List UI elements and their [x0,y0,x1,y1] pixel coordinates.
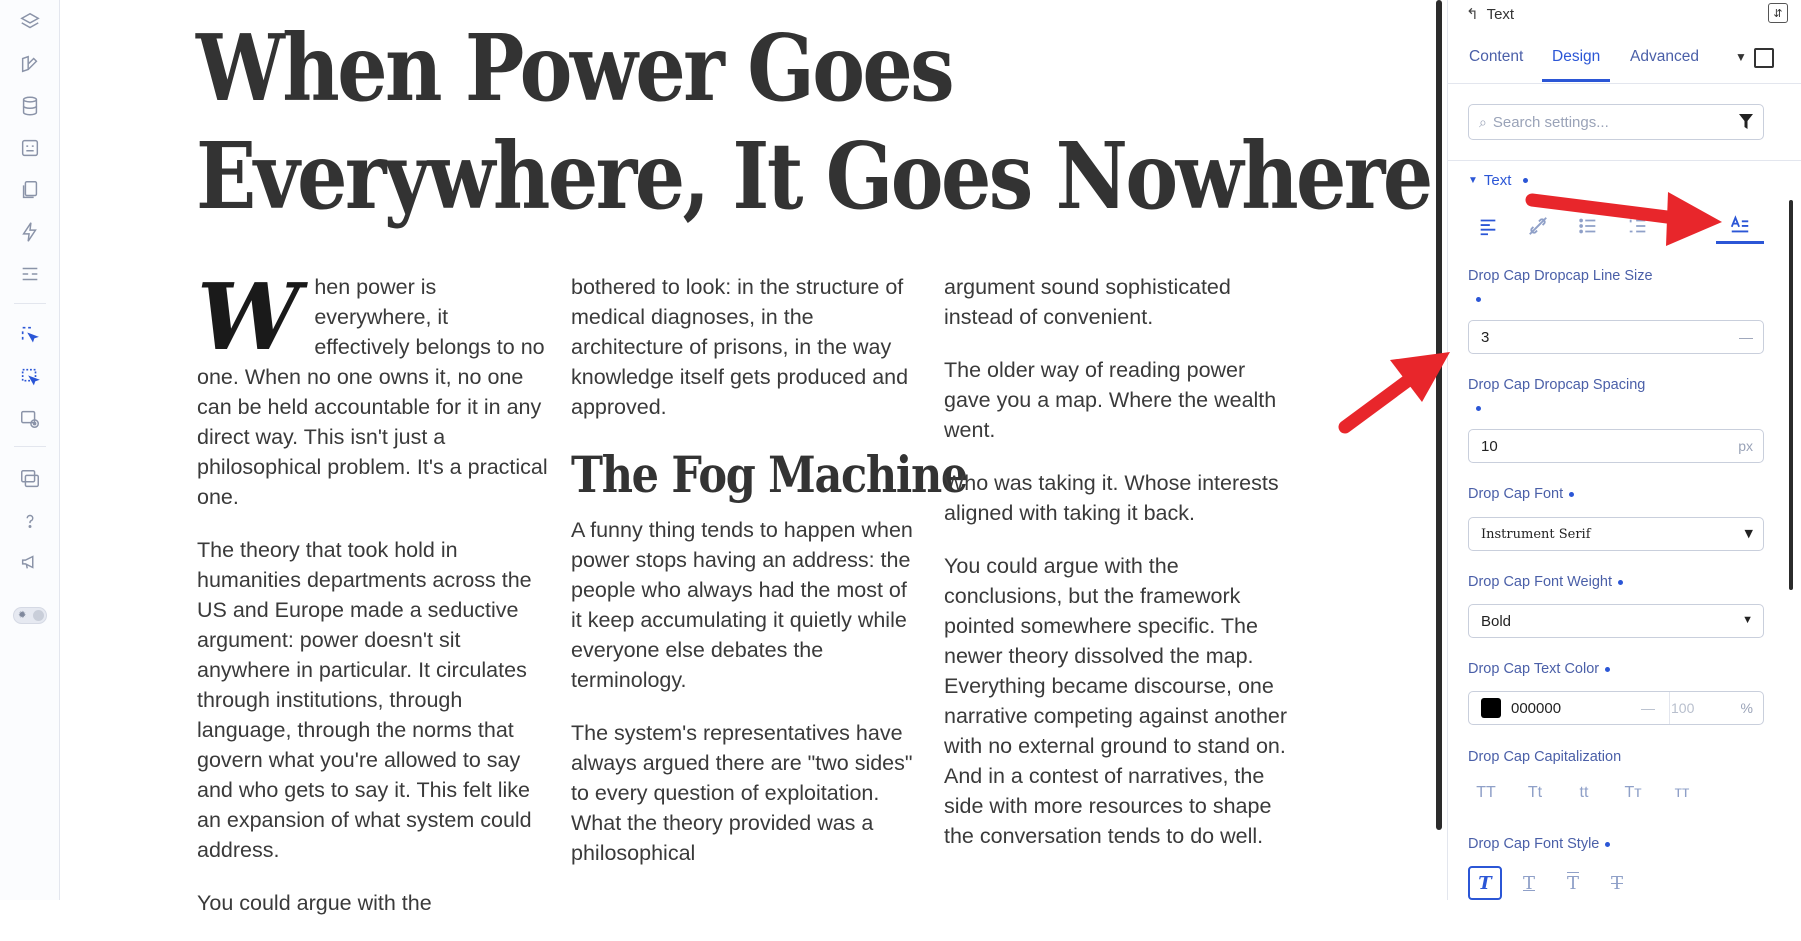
chevron-down-icon: ▼ [1744,527,1753,540]
align-left-icon[interactable] [1468,208,1508,244]
section-title: Text [1483,172,1512,189]
text-color-input[interactable] [1468,691,1764,725]
paragraph: bothered to look: in the structure of medical diagnoses, in the architecture of prisons, in the way knowledge itself gets produced and approved. [571,275,909,419]
theme-toggle[interactable] [13,607,47,624]
tab-content[interactable]: Content [1469,48,1524,65]
megaphone-icon[interactable] [19,551,41,573]
article-column-3[interactable] [944,272,1296,874]
toggle-knob [33,610,44,621]
color-label: Drop Cap Text Color [1468,661,1610,677]
paragraph: Who was taking it. Whose interests aligned with taking it back. [944,471,1279,525]
rail-divider [14,446,46,447]
spacing-input[interactable] [1468,429,1764,463]
overline-icon[interactable]: $\overline{T}$ [1566,872,1579,894]
font-style-label: Drop Cap Font Style [1468,836,1610,852]
panel-scrollbar[interactable] [1789,200,1793,590]
paragraph: The older way of reading power gave you a map. Where the wealth went. [944,358,1277,442]
tab-design[interactable]: Design [1542,48,1610,82]
opacity-divider [1669,692,1670,724]
caret-down-icon: ▼ [1468,175,1478,186]
paragraph: argument sound sophisticated instead of convenient. [944,275,1231,329]
pages-icon[interactable] [19,179,41,201]
font-label: Drop Cap Font [1468,486,1574,502]
drop-cap: W [197,263,301,371]
opacity-unit: % [1740,700,1753,716]
section-heading: The Fog Machine [571,445,968,504]
left-icon-rail [0,0,60,900]
headline-line-1: When Power Goes [196,14,953,122]
modified-dot [1476,406,1481,411]
panel-header [1466,4,1514,24]
link-off-icon[interactable] [1518,208,1558,244]
panel-divider [1448,160,1801,161]
paragraph-text: hen power is everywhere, it effectively belongs to no one. When no one owns it, no one can be held accountable for it in any direct way. This isn't just a philosophical problem. It's a practical one. [197,275,548,509]
help-icon[interactable] [19,510,41,532]
panel-resize-handle[interactable] [1436,0,1442,830]
templates-icon[interactable] [19,468,41,490]
opacity-value[interactable]: 100 [1671,700,1695,716]
chevron-down-icon: ▼ [1742,614,1753,626]
text-section-header[interactable] [1468,172,1528,189]
article-column-1[interactable] [197,263,549,941]
paragraph: The theory that took hold in humanities departments across the US and Europe made a seductive argument: power doesn't sit anywhere in particular. It circulates through institutions, through language, through the norms that govern what you're allowed to say and who gets to say it. This felt like an expansion of what system could address. [197,538,532,862]
font-value: Instrument Serif [1481,526,1591,542]
filter-icon[interactable] [1739,114,1753,130]
collapse-panel-icon[interactable]: ⇵ [1768,3,1788,23]
select-element-icon[interactable] [19,324,41,346]
color-swatch[interactable] [1481,698,1501,718]
cap-small-caps[interactable]: ᴛᴛ [1674,784,1690,801]
panel-tabs [1448,40,1801,84]
color-dash: — [1641,700,1655,716]
line-size-label: Drop Cap Dropcap Line Size [1468,268,1653,284]
tab-advanced[interactable]: Advanced [1630,48,1699,65]
paragraph [197,263,549,512]
underline-icon[interactable]: T [1522,872,1535,894]
line-size-input[interactable] [1468,320,1764,354]
line-size-unit: — [1739,329,1753,345]
color-value: 000000 [1511,699,1562,717]
spacing-unit: px [1738,438,1753,454]
cap-mixed[interactable]: Tт [1624,784,1642,801]
headline-line-2: Everywhere, It Goes Nowhere [196,122,1431,230]
lightning-icon[interactable] [19,221,41,243]
paint-brush-icon[interactable] [19,53,41,75]
cap-uppercase[interactable]: TT [1476,784,1496,801]
drop-cap-icon[interactable] [1716,208,1764,244]
strikethrough-icon[interactable]: T [1610,872,1623,894]
article-headline[interactable] [196,14,1431,230]
weight-value: Bold [1481,612,1512,630]
search-settings-field[interactable] [1468,104,1764,140]
modified-dot [1523,178,1528,183]
layers-icon[interactable] [19,11,41,33]
paragraph: You could argue with the conclusions, but the framework pointed somewhere specific. The newer theory dissolved the map. Everything became discourse, one narrative competing against another with no external ground to stand on. And in a contest of narratives, the side with more resources to shape the conversation tends to do well. [944,554,1288,848]
text-subtabs [1468,208,1768,244]
rail-divider [14,303,46,304]
paragraph: A funny thing tends to happen when power stops having an address: the people who always had the most of it keep accumulating it quietly while everyone else debates the terminology. [571,518,913,692]
font-select[interactable] [1468,517,1764,551]
paragraph: You could argue with the [197,891,432,915]
spacing-value: 10 [1481,437,1498,455]
bullet-list-icon[interactable] [1568,208,1608,244]
capitalization-options [1468,784,1700,802]
search-placeholder: Search settings... [1492,113,1609,131]
italic-icon[interactable]: T [1468,866,1502,900]
search-icon: ⌕ [1479,113,1487,130]
back-arrow-icon[interactable]: ↰ [1466,6,1479,23]
tab-dropdown-icon[interactable]: ▼ [1735,50,1747,64]
preview-icon[interactable] [19,408,41,430]
multi-select-icon[interactable] [19,366,41,388]
cap-lowercase[interactable]: tt [1579,784,1589,801]
editor-canvas[interactable] [61,0,1436,915]
database-icon[interactable] [19,95,41,117]
font-style-options [1468,866,1634,900]
article-column-2[interactable] [571,272,968,891]
paragraph: The system's representatives have always argued there are "two sides" to every question of exploitation. What the theory provided was a philosophical [571,721,913,865]
settings-panel [1447,0,1800,900]
line-size-value: 3 [1481,328,1490,346]
cap-capitalize[interactable]: Tt [1527,784,1543,801]
capitalization-label: Drop Cap Capitalization [1468,749,1622,765]
panel-title: Text [1486,5,1515,23]
spacing-label: Drop Cap Dropcap Spacing [1468,377,1646,393]
list-rows-icon[interactable] [19,263,41,285]
responsive-box-icon[interactable] [1754,48,1774,68]
weight-label: Drop Cap Font Weight [1468,574,1623,590]
form-icon[interactable] [19,137,41,159]
numbered-list-icon[interactable] [1618,208,1658,244]
modified-dot [1476,297,1481,302]
weight-select[interactable] [1468,604,1764,638]
sun-icon: ✹ [18,610,27,621]
